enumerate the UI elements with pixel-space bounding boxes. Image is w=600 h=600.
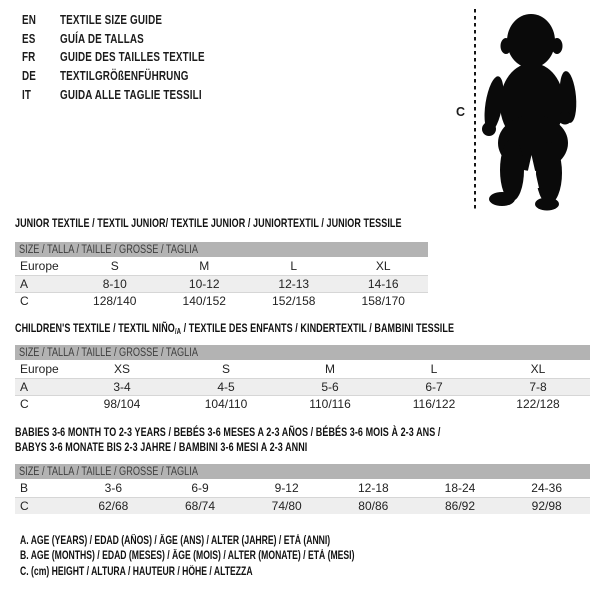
size-header-bar — [15, 242, 428, 257]
section-heading-line — [15, 216, 446, 231]
size-cell: 3-4 — [113, 379, 131, 394]
section-heading-line — [15, 440, 446, 455]
size-cell: 104/110 — [204, 397, 248, 412]
language-title: GUÍA DE TALLAS — [60, 30, 144, 46]
size-cell: 7-8 — [529, 379, 547, 394]
heading-text: JUNIOR TEXTILE / TEXTIL JUNIOR/ TEXTILE JUNIOR / JUNIORTEXTIL / JUNIOR TESSILE — [15, 216, 402, 230]
language-code: EN — [22, 12, 37, 27]
table-row — [15, 275, 428, 293]
footnote-line: B. AGE (MONTHS) / EDAD (MESES) / ÂGE (MOIS) / ALTER (MONATE) / ETÀ (MESI) — [20, 550, 355, 563]
size-cell: S — [110, 258, 119, 273]
babies-size-table — [15, 464, 590, 514]
size-cell: 116/122 — [412, 397, 456, 412]
language-row — [22, 48, 205, 67]
size-cell: 14-16 — [367, 276, 399, 291]
size-cell: XS — [113, 361, 130, 376]
height-measure-label: C — [456, 105, 466, 119]
size-cell: 12-18 — [357, 480, 389, 495]
size-cell: 6-9 — [191, 480, 209, 495]
size-cell: 3-6 — [104, 480, 122, 495]
size-cell: L — [290, 258, 298, 273]
size-cell: 74/80 — [271, 498, 302, 513]
size-cell: 18-24 — [444, 480, 476, 495]
language-code: FR — [22, 49, 36, 65]
size-table-body — [15, 257, 428, 310]
section-heading — [15, 321, 455, 339]
heading-text: BABIES 3-6 MONTH TO 2-3 YEARS / BEBÉS 3-6 MESES A 2-3 AÑOS / BÉBÉS 3-6 MOIS À 2-3 ANS / — [15, 425, 441, 439]
size-cell: 6-7 — [425, 379, 443, 394]
height-measure-dashed-line — [473, 9, 477, 209]
size-cell: S — [221, 361, 230, 376]
size-cell: 10-12 — [188, 276, 220, 291]
size-cell: M — [199, 258, 210, 273]
language-list — [22, 11, 262, 105]
children-size-table — [15, 345, 590, 413]
size-header-bar — [15, 345, 590, 360]
size-table-body — [15, 360, 590, 413]
footnote-line: A. AGE (YEARS) / EDAD (AÑOS) / ÂGE (ANS) / ALTER (JAHRE) / ETÀ (ANNI) — [20, 535, 331, 547]
heading-subscript: /A — [174, 327, 182, 336]
heading-text: BABYS 3-6 MONATE BIS 2-3 JAHRE / BAMBINI 3-6 MESI A 2-3 ANNI — [15, 440, 308, 454]
size-cell: 110/116 — [309, 397, 351, 412]
language-title: TEXTILGRÖßENFÜHRUNG — [60, 68, 189, 84]
size-cell: L — [430, 361, 438, 376]
size-bar-label: SIZE / TALLA / TAILLE / GRÖSSE / TAGLIA — [19, 346, 198, 359]
footnote-line: C. (cm) HEIGHT / ALTURA / HAUTEUR / HÖHE / ALTEZZA — [20, 565, 253, 578]
row-label: Europe — [20, 361, 59, 376]
heading-text: / TEXTILE DES ENFANTS / KINDERTEXTIL / BAMBINI TESSILE — [181, 321, 455, 335]
table-row — [15, 257, 428, 275]
row-label: C — [20, 498, 29, 513]
size-table-body — [15, 479, 590, 514]
table-row — [15, 497, 590, 515]
size-cell: 140/152 — [182, 294, 226, 309]
section-heading-line — [15, 425, 446, 440]
babies-textile-section — [15, 425, 590, 534]
size-cell: 128/140 — [93, 294, 137, 309]
size-cell: 5-6 — [321, 379, 339, 394]
size-cell: 122/128 — [516, 397, 560, 412]
row-label: B — [20, 480, 29, 495]
section-heading-line — [15, 321, 455, 339]
table-row — [15, 378, 590, 396]
junior-size-table — [15, 242, 428, 310]
size-header-bar — [15, 464, 590, 479]
heading-text: CHILDREN'S TEXTILE / TEXTIL NIÑO — [15, 321, 175, 335]
size-cell: 158/170 — [361, 294, 405, 309]
size-cell: 98/104 — [103, 397, 141, 412]
section-heading — [15, 216, 446, 231]
row-label: A — [20, 276, 29, 291]
size-cell: XL — [375, 258, 391, 273]
section-heading — [15, 425, 446, 455]
table-row — [15, 292, 428, 310]
children-textile-section — [15, 321, 590, 424]
size-cell: 92/98 — [531, 498, 562, 513]
size-cell: 9-12 — [274, 480, 299, 495]
size-cell: 4-5 — [217, 379, 235, 394]
language-row — [22, 30, 205, 49]
row-label: C — [20, 397, 29, 412]
size-bar-label: SIZE / TALLA / TAILLE / GRÖSSE / TAGLIA — [19, 465, 198, 478]
table-row — [15, 395, 590, 413]
language-title: GUIDA ALLE TAGLIE TESSILI — [60, 86, 202, 102]
size-cell: 24-36 — [531, 480, 562, 495]
language-code: ES — [22, 30, 36, 46]
language-title: TEXTILE SIZE GUIDE — [60, 12, 163, 27]
size-cell: 8-10 — [102, 276, 127, 291]
size-cell: XL — [530, 361, 546, 376]
junior-textile-section — [15, 216, 590, 322]
language-row — [22, 86, 205, 105]
size-cell: 152/158 — [272, 294, 316, 309]
size-cell: 62/68 — [98, 498, 129, 513]
language-row — [22, 67, 205, 86]
size-cell: M — [325, 361, 335, 376]
language-title: GUIDE DES TAILLES TEXTILE — [60, 49, 205, 65]
row-label: C — [20, 294, 29, 309]
size-cell: 68/74 — [184, 498, 215, 513]
size-cell: 12-13 — [278, 276, 310, 291]
size-cell: 86/92 — [444, 498, 475, 513]
table-row — [15, 360, 590, 378]
size-cell: 80/86 — [358, 498, 389, 513]
toddler-silhouette-icon — [478, 8, 588, 213]
footnotes — [20, 534, 466, 580]
language-code: DE — [22, 68, 37, 84]
table-row — [15, 479, 590, 497]
row-label: Europe — [20, 258, 59, 273]
language-row — [22, 11, 205, 30]
language-code: IT — [22, 86, 32, 102]
row-label: A — [20, 379, 29, 394]
size-bar-label: SIZE / TALLA / TAILLE / GRÖSSE / TAGLIA — [19, 243, 198, 256]
